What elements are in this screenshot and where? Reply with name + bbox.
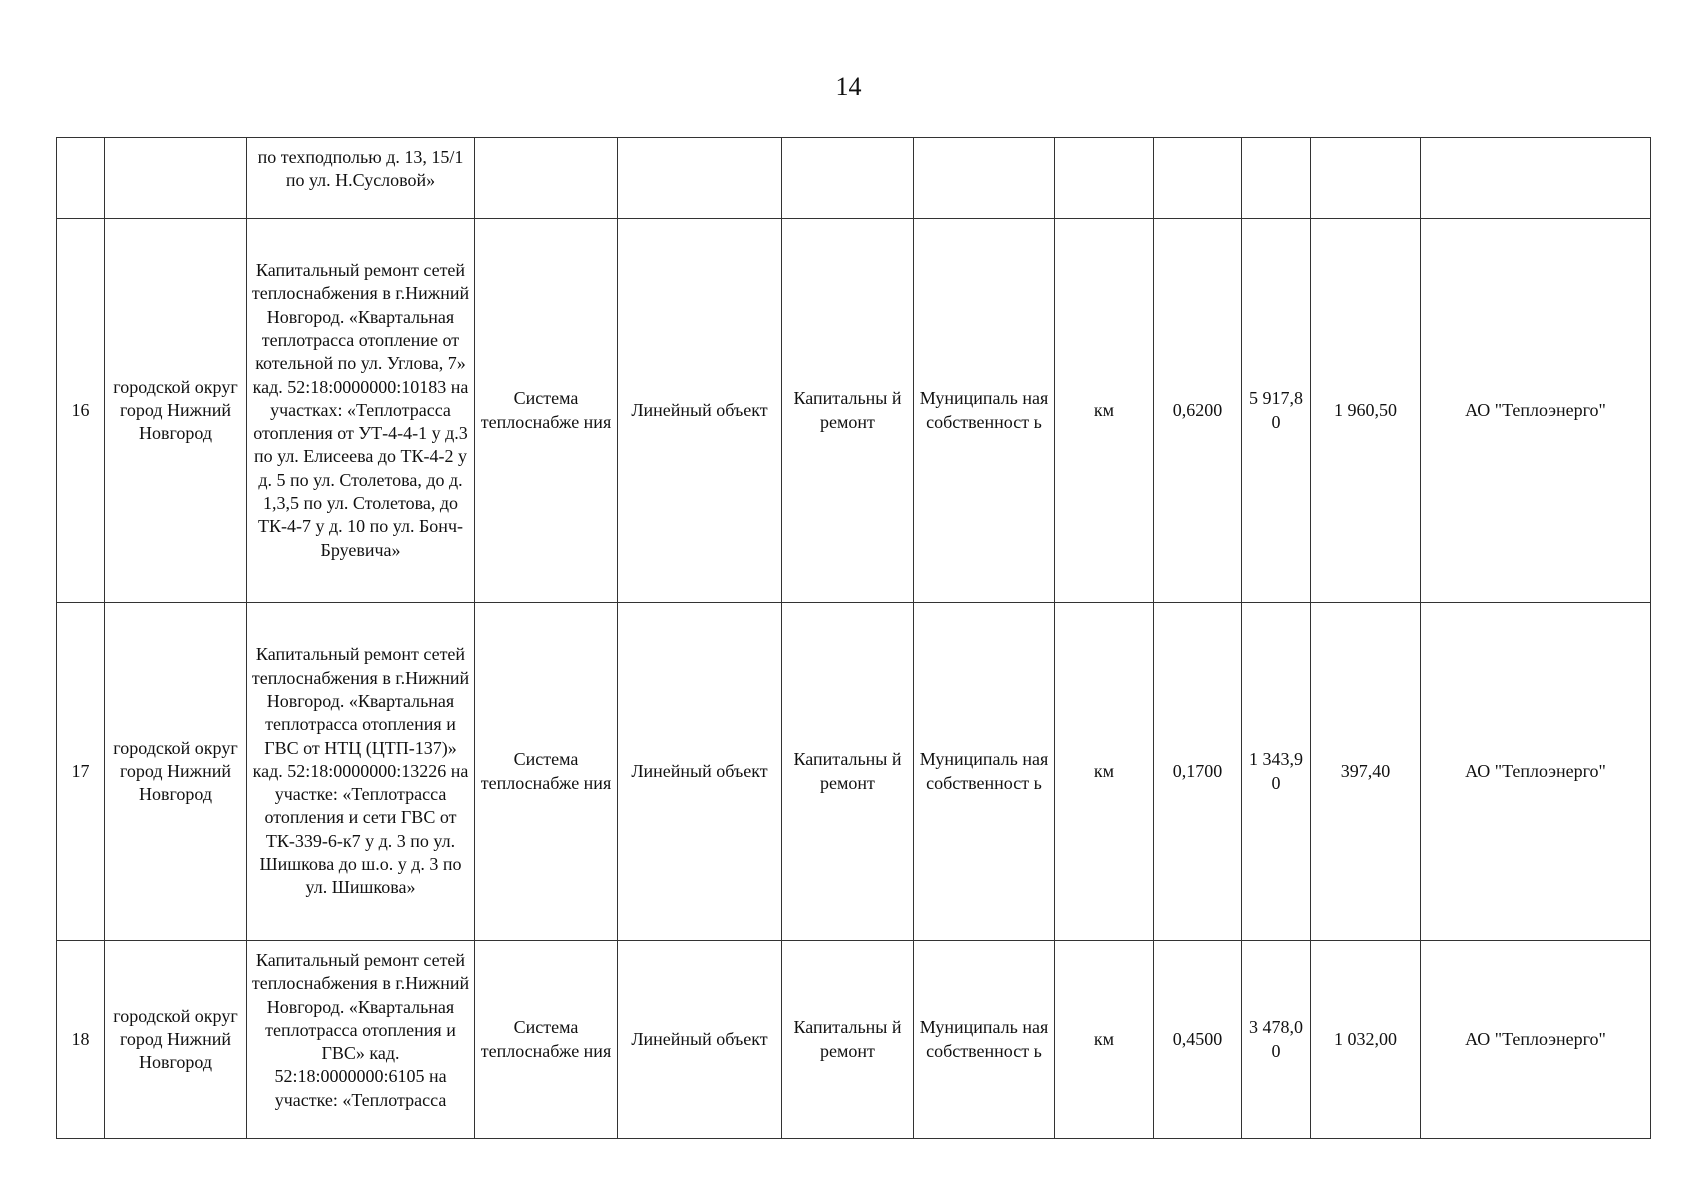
cell-length: 0,4500 bbox=[1154, 941, 1242, 1139]
table-row bbox=[57, 941, 1651, 1139]
cell-territory: городской округ город Нижний Новгород bbox=[105, 219, 247, 603]
cell-number: 16 bbox=[57, 219, 105, 603]
cell-object-type: Линейный объект bbox=[618, 603, 782, 941]
cell-work-type: Капитальны й ремонт bbox=[782, 941, 914, 1139]
cell-territory bbox=[105, 138, 247, 219]
cell-number bbox=[57, 138, 105, 219]
cell-length: 0,1700 bbox=[1154, 603, 1242, 941]
cell-cost-a bbox=[1242, 138, 1311, 219]
cell-unit: км bbox=[1055, 219, 1154, 603]
cell-cost-b bbox=[1311, 138, 1421, 219]
cell-cost-b: 397,40 bbox=[1311, 603, 1421, 941]
cell-ownership bbox=[914, 138, 1055, 219]
cell-unit bbox=[1055, 138, 1154, 219]
cell-cost-a: 5 917,8 0 bbox=[1242, 219, 1311, 603]
cell-organization: АО "Теплоэнерго" bbox=[1421, 941, 1651, 1139]
cell-work-type: Капитальны й ремонт bbox=[782, 219, 914, 603]
cell-organization bbox=[1421, 138, 1651, 219]
registry-table bbox=[56, 137, 1651, 1139]
cell-unit: км bbox=[1055, 603, 1154, 941]
cell-system: Система теплоснабже ния bbox=[475, 603, 618, 941]
cell-object-type: Линейный объект bbox=[618, 219, 782, 603]
cell-description bbox=[247, 941, 475, 1139]
cell-ownership: Муниципаль ная собственност ь bbox=[914, 941, 1055, 1139]
cell-system: Система теплоснабже ния bbox=[475, 219, 618, 603]
cell-ownership: Муниципаль ная собственност ь bbox=[914, 603, 1055, 941]
cell-length bbox=[1154, 138, 1242, 219]
cell-number: 18 bbox=[57, 941, 105, 1139]
cell-description: Капитальный ремонт сетей теплоснабжения в г.Нижний Новгород. «Квартальная теплотрасса отопление от котельной по ул. Углова, 7» кад. 52:18:0000000:10183 на участках: «Теплотрасса отопления от УТ-4-4-1 у д.3 по ул. Елисеева до ТК-4-2 у д. 5 по ул. Столетова, до д. 1,3,5 по ул. Столетова, до ТК-4-7 у д. 10 по ул. Бонч-Бруевича» bbox=[247, 219, 475, 603]
cell-description bbox=[247, 138, 475, 219]
cell-work-type: Капитальны й ремонт bbox=[782, 603, 914, 941]
cell-cost-b: 1 032,00 bbox=[1311, 941, 1421, 1139]
table-row bbox=[57, 219, 1651, 603]
cell-organization: АО "Теплоэнерго" bbox=[1421, 603, 1651, 941]
table-row bbox=[57, 138, 1651, 219]
cell-cost-a: 1 343,9 0 bbox=[1242, 603, 1311, 941]
cell-organization: АО "Теплоэнерго" bbox=[1421, 219, 1651, 603]
cell-territory: городской округ город Нижний Новгород bbox=[105, 603, 247, 941]
cell-ownership: Муниципаль ная собственност ь bbox=[914, 219, 1055, 603]
cell-system: Система теплоснабже ния bbox=[475, 941, 618, 1139]
cell-number: 17 bbox=[57, 603, 105, 941]
cell-object-type: Линейный объект bbox=[618, 941, 782, 1139]
cell-description: Капитальный ремонт сетей теплоснабжения в г.Нижний Новгород. «Квартальная теплотрасса отопления и ГВС от НТЦ (ЦТП-137)» кад. 52:18:0000000:13226 на участке: «Теплотрасса отопления и сети ГВС от ТК-339-6-к7 у д. 3 по ул. Шишкова до ш.о. у д. 3 по ул. Шишкова» bbox=[247, 603, 475, 941]
description-text: Капитальный ремонт сетей теплоснабжения в г.Нижний Новгород. «Квартальная теплотрасса отопления и ГВС» кад. 52:18:0000000:6105 на участке: «Теплотрасса bbox=[251, 950, 470, 1110]
cell-cost-b: 1 960,50 bbox=[1311, 219, 1421, 603]
description-text: по техподполью д. 13, 15/1 по ул. Н.Сусловой» bbox=[257, 147, 464, 191]
cell-territory: городской округ город Нижний Новгород bbox=[105, 941, 247, 1139]
cell-system bbox=[475, 138, 618, 219]
cell-length: 0,6200 bbox=[1154, 219, 1242, 603]
cell-work-type bbox=[782, 138, 914, 219]
cell-object-type bbox=[618, 138, 782, 219]
cell-unit: км bbox=[1055, 941, 1154, 1139]
cell-cost-a: 3 478,0 0 bbox=[1242, 941, 1311, 1139]
table-row bbox=[57, 603, 1651, 941]
page-number: 14 bbox=[835, 72, 862, 101]
